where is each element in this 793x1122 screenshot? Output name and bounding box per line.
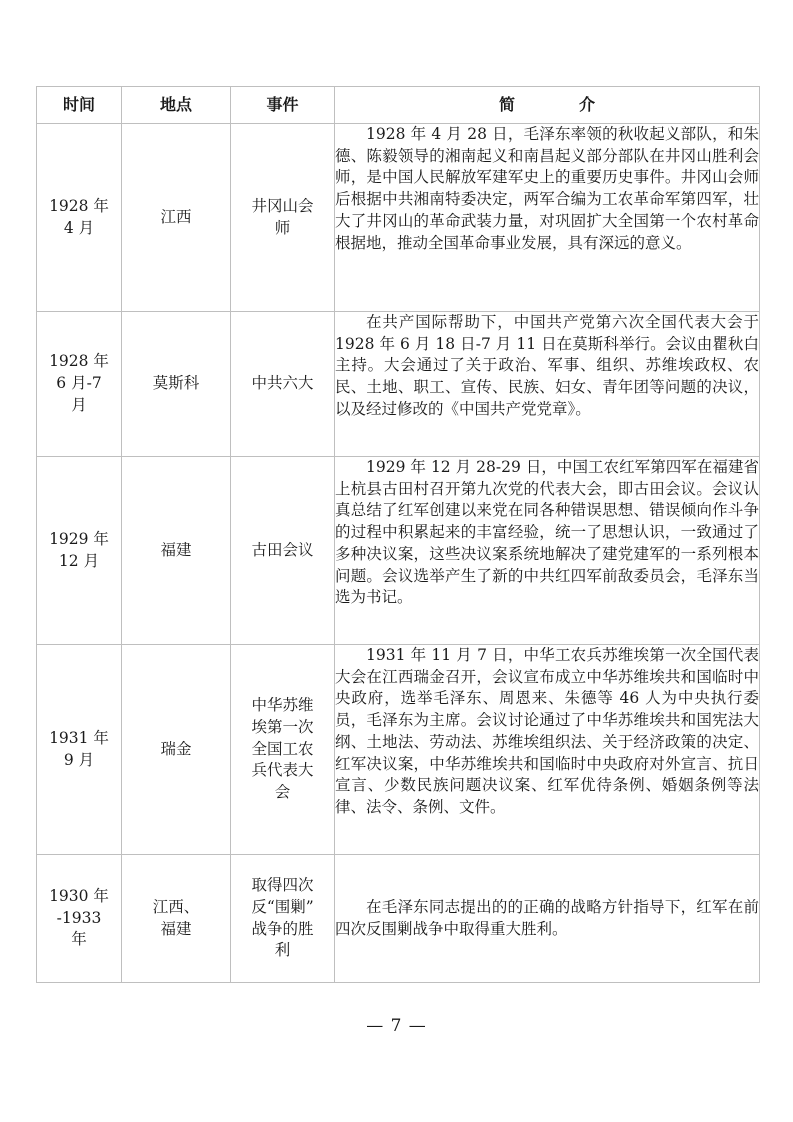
place-text: 莫斯科 — [152, 374, 200, 393]
cell-time — [37, 645, 122, 855]
cell-place — [122, 457, 231, 645]
cell-place — [122, 645, 231, 855]
table-row — [37, 457, 760, 645]
place-text: 江西 — [160, 207, 192, 226]
place-text: 江西、 福建 — [152, 897, 200, 938]
table-row — [37, 855, 760, 983]
cell-event — [231, 312, 335, 457]
cell-event — [231, 645, 335, 855]
time-text: 1931 年 9 月 — [49, 728, 109, 769]
event-text: 中共六大 — [251, 374, 314, 393]
table-row — [37, 645, 760, 855]
cell-event — [231, 457, 335, 645]
cell-time — [37, 457, 122, 645]
event-text: 取得四次 反“围剿” 战争的胜 利 — [251, 876, 314, 960]
cell-event — [231, 855, 335, 983]
cell-place — [122, 855, 231, 983]
header-summary — [335, 87, 760, 124]
header-summary-part1: 简 — [498, 95, 515, 115]
history-events-table — [36, 86, 760, 983]
cell-summary: 在毛泽东同志提出的的正确的战略方针指导下，红军在前四次反围剿战争中取得重大胜利。 — [335, 855, 760, 983]
cell-event — [231, 124, 335, 312]
header-summary-part2: 介 — [579, 95, 596, 115]
cell-time — [37, 124, 122, 312]
cell-summary: 在共产国际帮助下，中国共产党第六次全国代表大会于 1928 年 6 月 18 日-7 月 11 日在莫斯科举行。会议由瞿秋白主持。大会通过了关于政治、军事、组织、苏维埃政权、农民、土地、职工、宣传、民族、妇女、青年团等问题的决议，以及经过修改的《中国共产党党章》。 — [335, 312, 760, 457]
event-text: 古田会议 — [251, 540, 314, 559]
cell-summary: 1931 年 11 月 7 日，中华工农兵苏维埃第一次全国代表大会在江西瑞金召开，会议宣布成立中华苏维埃共和国临时中央政府，选举毛泽东、周恩来、朱德等 46 人为中央执行委员，毛泽东为主席。会议讨论通过了中华苏维埃共和国宪法大纲、土地法、劳动法、苏维埃组织法、关于经济政策的决定、红军决议案，中华苏维埃共和国临时中央政府对外宣言、抗日宣言、少数民族问题决议案、红军优待条例、婚姻条例等法律、法令、条例、文件。 — [335, 645, 760, 855]
page-number: — 7 — — [366, 1016, 427, 1036]
time-text: 1928 年 6 月-7 月 — [49, 352, 109, 414]
header-event: 事件 — [231, 87, 335, 124]
place-text: 瑞金 — [160, 739, 192, 758]
cell-time — [37, 855, 122, 983]
event-text: 井冈山会 师 — [251, 196, 314, 237]
header-time: 时间 — [37, 87, 122, 124]
table-row — [37, 312, 760, 457]
cell-summary: 1928 年 4 月 28 日，毛泽东率领的秋收起义部队，和朱德、陈毅领导的湘南起义和南昌起义部分部队在井冈山胜利会师，是中国人民解放军建军史上的重要历史事件。井冈山会师后根据中共湘南特委决定，两军合编为工农革命军第四军，壮大了井冈山的革命武装力量，对巩固扩大全国第一个农村革命根据地，推动全国革命事业发展，具有深远的意义。 — [335, 124, 760, 312]
event-text: 中华苏维 埃第一次 全国工农 兵代表大 会 — [251, 696, 314, 802]
time-text: 1929 年 12 月 — [49, 529, 109, 570]
table-header-row — [37, 87, 760, 124]
cell-time — [37, 312, 122, 457]
cell-summary: 1929 年 12 月 28-29 日，中国工农红军第四军在福建省上杭县古田村召开第九次党的代表大会，即古田会议。会议认真总结了红军创建以来党在同各种错误思想、错误倾向作斗争的过程中积累起来的丰富经验，统一了思想认识，一致通过了多种决议案，这些决议案系统地解决了建党建军的一系列根本问题。会议选举产生了新的中共红四军前敌委员会，毛泽东当选为书记。 — [335, 457, 760, 645]
time-text: 1930 年 -1933 年 — [49, 886, 109, 949]
header-place: 地点 — [122, 87, 231, 124]
table-row — [37, 124, 760, 312]
cell-place — [122, 312, 231, 457]
cell-place — [122, 124, 231, 312]
time-text: 1928 年 4 月 — [49, 196, 109, 237]
place-text: 福建 — [160, 540, 192, 559]
